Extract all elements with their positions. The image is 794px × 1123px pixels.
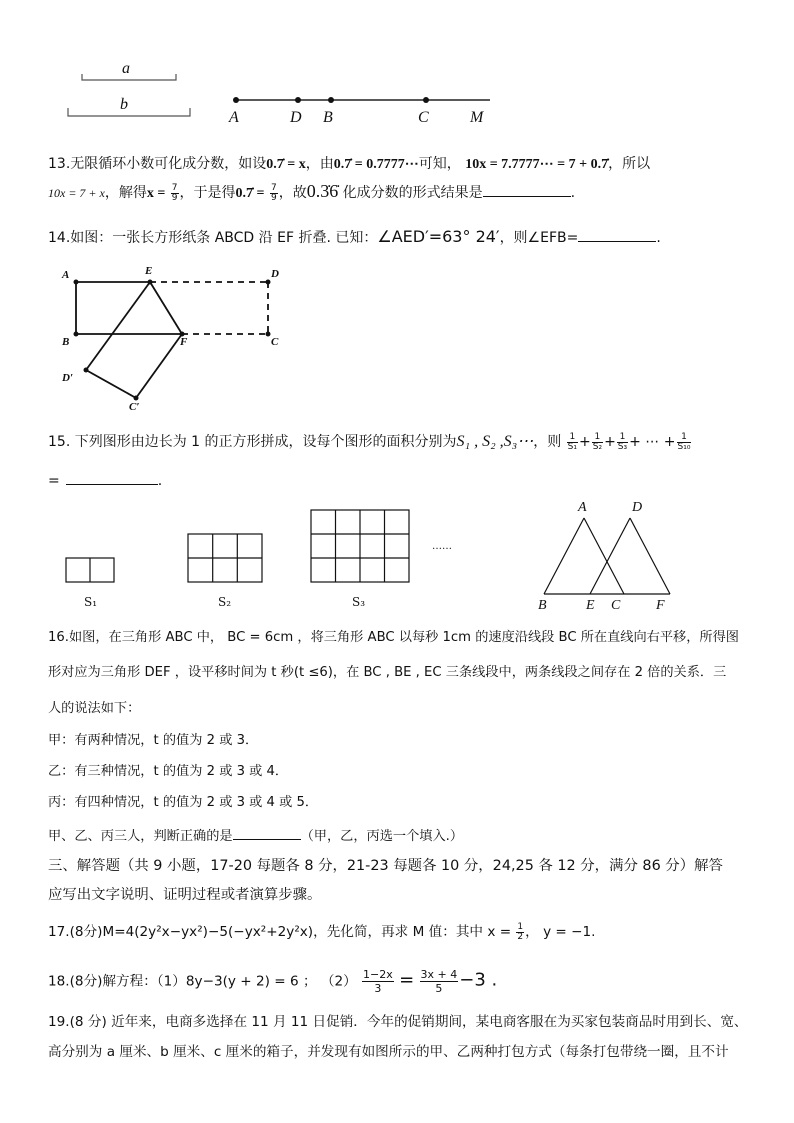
q14-angle: ∠AED′=63° 24′ xyxy=(377,227,500,246)
q14-label-D: D xyxy=(271,268,279,280)
fraction-3x4-over-5: $\frac{3x + 4}{5}$ xyxy=(420,968,458,995)
fraction-1-2x-over-3: $\frac{1-2x}{3}$ xyxy=(363,968,393,995)
segment-a-label: a xyxy=(122,60,130,77)
label-D: D xyxy=(290,109,302,126)
tri-label-A: A xyxy=(578,500,587,515)
q18-text: 18.(8分)解方程：（1）8y−3(y + 2) = 6 ； （2） xyxy=(48,973,357,990)
q13-text6: ，于是得 xyxy=(179,185,236,201)
tri-label-F: F xyxy=(656,598,665,613)
q19-line2: 高分别为 a 厘米、b 厘米、c 厘米的箱子，并发现有如图所示的甲、乙两种打包方式（每条打包带绕一圈，且不计 xyxy=(48,1044,729,1060)
q16-jia: 甲：有两种情况，t 的值为 2 或 3． xyxy=(48,733,259,748)
q14-period: . xyxy=(656,230,661,246)
q17-line xyxy=(48,922,596,942)
q18-equals: = xyxy=(399,969,415,991)
q13-expr3: 10x = 7.7777⋯ = 7 + 0.7̇ xyxy=(465,157,609,172)
q15-equals: = xyxy=(48,473,60,489)
q13-text2: ，由 xyxy=(305,156,334,172)
q16-ask-text: 甲、乙、丙三人，判断正确的是 xyxy=(48,829,233,844)
q13-text: 13.无限循环小数可化成分数，如设 xyxy=(48,156,267,172)
q13-expr5: x = xyxy=(146,186,166,201)
q16-bing: 丙：有四种情况，t 的值为 2 或 3 或 4 或 5． xyxy=(48,795,319,810)
q15-text: 15. 下列图形由边长为 1 的正方形拼成，设每个图形的面积分别为 xyxy=(48,434,457,450)
q14-label-E: E xyxy=(145,265,153,277)
q13-expr1: 0.7̇ = x xyxy=(266,157,306,172)
q18-line xyxy=(48,968,497,995)
label-S2: S₂ xyxy=(218,595,232,609)
tri-label-B: B xyxy=(538,598,547,613)
fraction-1-2: $\frac{1}{2}$ xyxy=(517,921,524,942)
tri-label-D: D xyxy=(632,500,643,515)
q13-text8: 化成分数的形式结果是 xyxy=(338,185,483,201)
q15-vars: S₁ , S₂ ,S₃⋯ xyxy=(456,433,534,450)
q14-label-A: A xyxy=(62,269,70,281)
q16-line1: 16.如图，在三角形 ABC 中， BC = 6cm ，将三角形 ABC 以每秒 1cm 的速度沿线段 BC 所在直线向右平移，所得图 xyxy=(48,630,739,645)
q16-line3: 人的说法如下： xyxy=(48,701,141,716)
label-S1: S₁ xyxy=(84,595,98,609)
q13-text5: ，解得 xyxy=(104,185,147,201)
label-B: B xyxy=(323,109,333,126)
q18-text2: −3 . xyxy=(459,969,498,991)
q14-label-C: C xyxy=(271,336,279,348)
frac-1-s1: $\frac{1}{\text{S₁}}$ xyxy=(567,431,577,452)
q17-text2: ， y = −1. xyxy=(525,924,596,940)
segment-b-label: b xyxy=(120,96,128,113)
fraction-7-9: $\frac{7}{9}$ xyxy=(171,182,178,203)
q14-label-D-prime: D′ xyxy=(62,372,74,384)
plus-2: + xyxy=(604,434,616,450)
q13-text7: ，故 xyxy=(278,185,307,201)
q16-answer-blank[interactable] xyxy=(233,825,301,840)
fraction-7-9-b: $\frac{7}{9}$ xyxy=(270,182,277,203)
q14-text2: ，则∠EFB= xyxy=(499,230,579,246)
label-S3: S₃ xyxy=(352,595,366,609)
q16-ask xyxy=(48,825,463,847)
section3-line2: 应写出文字说明、证明过程或者演算步骤。 xyxy=(48,887,322,903)
label-C: C xyxy=(418,109,429,126)
q15-period: . xyxy=(157,473,163,489)
q14-label-F: F xyxy=(180,336,188,348)
q16-ask-hint: （甲，乙，丙选一个填入.） xyxy=(300,829,464,844)
q14-label-C-prime: C′ xyxy=(129,401,140,413)
q14-text: 14.如图：一张长方形纸条 ABCD 沿 EF 折叠. 已知： xyxy=(48,230,378,246)
q13-expr6: 0.7̇ = xyxy=(235,186,265,201)
q13-expr7: 0.3̇6̇ xyxy=(306,181,339,201)
plus-1: + xyxy=(579,434,591,450)
frac-1-s3: $\frac{1}{\text{S₃}}$ xyxy=(617,431,628,452)
frac-1-s2: $\frac{1}{\text{S₂}}$ xyxy=(592,431,603,452)
label-M: M xyxy=(470,109,484,126)
q14-label-B: B xyxy=(62,336,70,348)
q13-expr2: 0.7̇ = 0.7777⋯ xyxy=(333,157,419,172)
q15-then: ，则 xyxy=(533,434,562,450)
q13-text3: 可知， xyxy=(418,156,461,172)
q17-text: 17.(8分)M=4(2y²x−yx²)−5(−yx²+2y²x)，先化简，再求 M 值：其中 x = xyxy=(48,924,512,940)
tri-label-E: E xyxy=(586,598,595,613)
tri-label-C: C xyxy=(611,598,621,613)
figure-ellipsis: …… xyxy=(432,541,452,552)
q13-expr4: 10x = 7 + x xyxy=(48,186,105,200)
q19-line1: 19.(8 分) 近年来，电商多选择在 11 月 11 日促销．今年的促销期间，某电商客服在为买家包装商品时用到长、宽、 xyxy=(48,1014,748,1030)
section3-line1: 三、解答题（共 9 小题，17-20 每题各 8 分，21-23 每题各 10 分，24,25 各 12 分，满分 86 分）解答 xyxy=(48,858,723,874)
frac-1-s10: $\frac{1}{\text{S₁₀}}$ xyxy=(677,431,691,452)
label-A: A xyxy=(229,109,239,126)
q15-ellipsis: + ⋯ + xyxy=(629,434,676,450)
q16-yi: 乙：有三种情况，t 的值为 2 或 3 或 4． xyxy=(48,764,289,779)
q13-period: . xyxy=(570,185,576,201)
q13-text4: ，所以 xyxy=(608,156,651,172)
q16-line2: 形对应为三角形 DEF ，设平移时间为 t 秒(t ≤6)，在 BC , BE , EC 三条线段中，两条线段之间存在 2 倍的关系．三 xyxy=(48,665,727,680)
